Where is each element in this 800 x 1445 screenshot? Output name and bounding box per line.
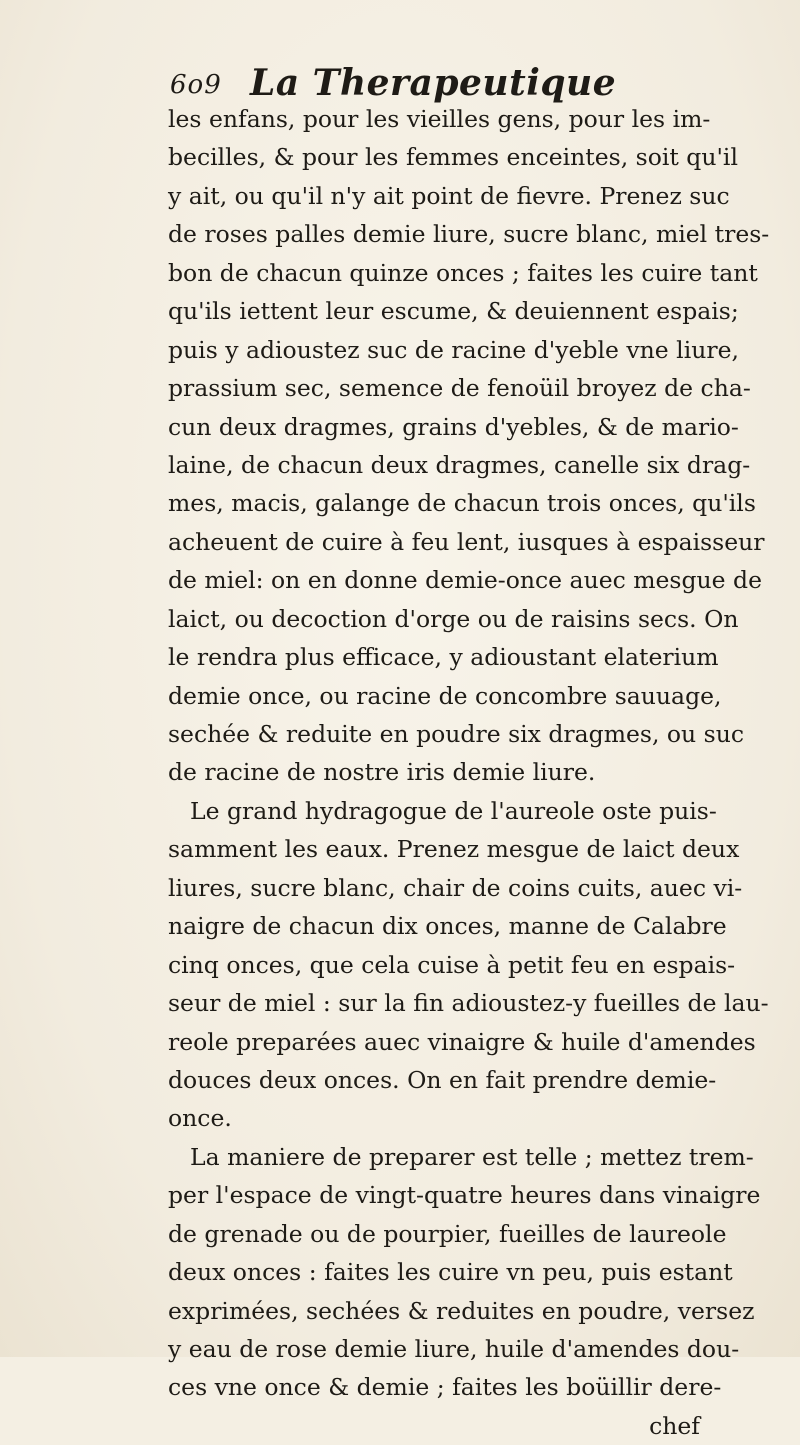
text-line: cun deux dragmes, grains d'yebles, & de mario- [168,412,739,441]
text-line: qu'ils iettent leur escume, & deuiennent espais; [168,297,739,326]
text-line: prassium sec, semence de fenoüil broyez de cha- [168,374,751,403]
text-line: puis y adioustez suc de racine d'yeble vne liure, [168,335,739,364]
text-line: seur de miel : sur la fin adioustez-y fueilles de lau- [168,989,769,1018]
text-line: laict, ou decoction d'orge ou de raisins secs. On [168,604,739,633]
text-line: de roses palles demie liure, sucre blanc, miel tres- [168,220,770,249]
text-line: de grenade ou de pourpier, fueilles de laureole [168,1219,727,1248]
text-line: reole preparées auec vinaigre & huile d'amendes [168,1027,756,1056]
text-line: ces vne once & demie ; faites les boüillir dere- [168,1373,722,1402]
paragraph-start-line: Le grand hydragogue de l'aureole oste puis- [190,796,717,825]
text-line: de miel: on en donne demie-once auec mesgue de [168,566,762,595]
running-title: La Therapeutique [250,62,617,104]
text-line: le rendra plus efficace, y adioustant elaterium [168,643,719,672]
text-line: sechée & reduite en poudre six dragmes, ou suc [168,720,745,748]
text-line: bon de chacun quinze onces ; faites les cuire tant [168,258,758,287]
text-line: per l'espace de vingt-quatre heures dans vinaigre [168,1181,761,1210]
text-line: de racine de nostre iris demie liure. [168,758,596,787]
body-text [168,100,770,1445]
text-line: becilles, & pour les femmes enceintes, soit qu'il [168,143,738,172]
text-line: douces deux onces. On en fait prendre demie- [168,1065,717,1094]
text-line: deux onces : faites les cuire vn peu, puis estant [168,1258,733,1287]
text-line: les enfans, pour les vieilles gens, pour les im- [168,105,711,133]
text-line: laine, de chacun deux dragmes, canelle six drag- [168,450,751,479]
text-line: once. [168,1104,232,1133]
text-line: acheuent de cuire à feu lent, iusques à espaisseur [168,527,765,556]
catchword: chef [649,1411,700,1440]
paragraph-start-line: La maniere de preparer est telle ; mettez trem- [190,1142,754,1171]
text-line: samment les eaux. Prenez mesgue de laict deux [168,835,740,864]
text-line: naigre de chacun dix onces, manne de Calabre [168,912,727,941]
text-line: y ait, ou qu'il n'y ait point de fievre. Prenez suc [168,181,730,210]
text-line: exprimées, sechées & reduites en poudre, versez [168,1296,755,1325]
text-line: y eau de rose demie liure, huile d'amendes dou- [168,1335,740,1363]
text-line: cinq onces, que cela cuise à petit feu en espais- [168,950,736,979]
page-number: 6o9 [170,70,222,100]
text-line: demie once, ou racine de concombre sauuage, [168,681,722,710]
text-line: mes, macis, galange de chacun trois onces, qu'ils [168,489,756,518]
text-line: liures, sucre blanc, chair de coins cuits, auec vi- [168,873,743,902]
